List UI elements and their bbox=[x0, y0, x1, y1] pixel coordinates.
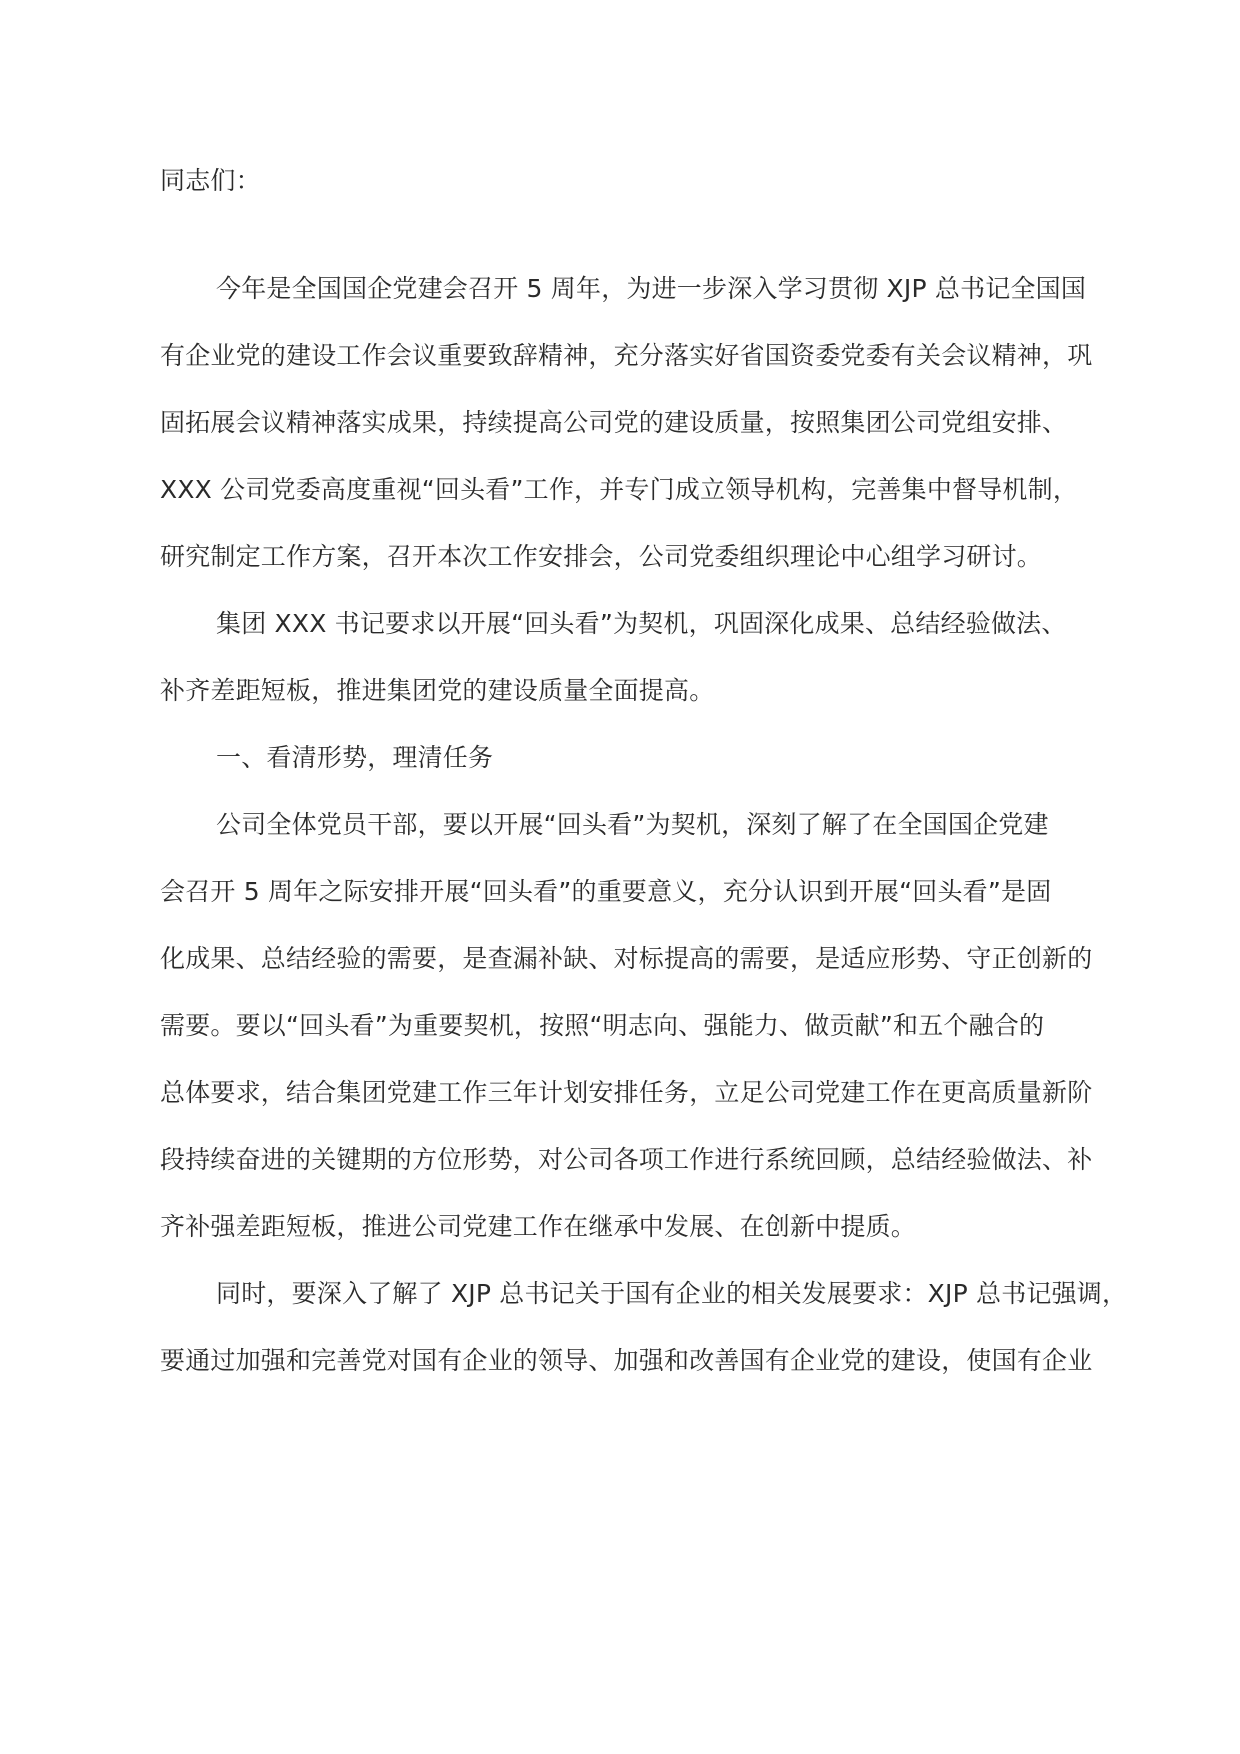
paragraph-4-line-2: 要通过加强和完善党对国有企业的领导、加强和改善国有企业党的建设，使国有企业 bbox=[160, 1346, 1093, 1375]
paragraph-3-line-1: 公司全体党员干部，要以开展“回头看”为契机，深刻了解了在全国国企党建 bbox=[216, 810, 1049, 839]
paragraph-1-line-2: 有企业党的建设工作会议重要致辞精神，充分落实好省国资委党委有关会议精神，巩 bbox=[160, 341, 1093, 370]
paragraph-4-line-1: 同时，要深入了解了 XJP 总书记关于国有企业的相关发展要求：XJP 总书记强调， bbox=[216, 1279, 1128, 1308]
paragraph-3-line-7: 齐补强差距短板，推进公司党建工作在继承中发展、在创新中提质。 bbox=[160, 1212, 917, 1241]
paragraph-1-line-3: 固拓展会议精神落实成果，持续提高公司党的建设质量，按照集团公司党组安排、 bbox=[160, 408, 1068, 437]
paragraph-3-line-3: 化成果、总结经验的需要，是查漏补缺、对标提高的需要，是适应形势、守正创新的 bbox=[160, 944, 1093, 973]
salutation: 同志们： bbox=[160, 166, 261, 195]
paragraph-1-line-4: XXX 公司党委高度重视“回头看”工作，并专门成立领导机构，完善集中督导机制， bbox=[160, 475, 1079, 504]
section-heading: 一、看清形势，理清任务 bbox=[216, 743, 494, 772]
paragraph-3-line-6: 段持续奋进的关键期的方位形势，对公司各项工作进行系统回顾，总结经验做法、补 bbox=[160, 1145, 1093, 1174]
paragraph-1-line-1: 今年是全国国企党建会召开 5 周年，为进一步深入学习贯彻 XJP 总书记全国国 bbox=[216, 274, 1087, 303]
paragraph-2-line-1: 集团 XXX 书记要求以开展“回头看”为契机，巩固深化成果、总结经验做法、 bbox=[216, 609, 1067, 638]
paragraph-3-line-4: 需要。要以“回头看”为重要契机，按照“明志向、强能力、做贡献”和五个融合的 bbox=[160, 1011, 1045, 1040]
paragraph-1-line-5: 研究制定工作方案，召开本次工作安排会，公司党委组织理论中心组学习研讨。 bbox=[160, 542, 1043, 571]
paragraph-3-line-2: 会召开 5 周年之际安排开展“回头看”的重要意义，充分认识到开展“回头看”是固 bbox=[160, 877, 1052, 906]
paragraph-2-line-2: 补齐差距短板，推进集团党的建设质量全面提高。 bbox=[160, 676, 715, 705]
paragraph-3-line-5: 总体要求，结合集团党建工作三年计划安排任务，立足公司党建工作在更高质量新阶 bbox=[160, 1078, 1093, 1107]
